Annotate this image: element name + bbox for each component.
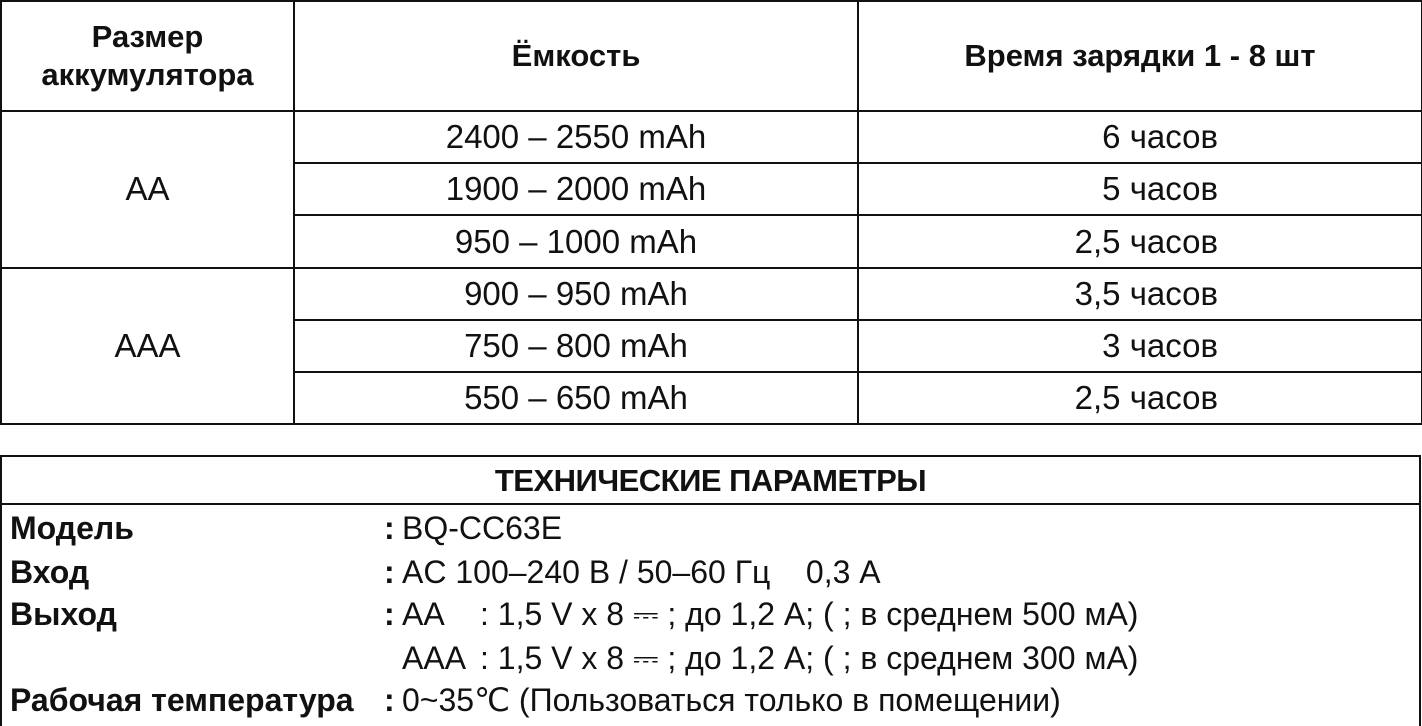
charge-time-cell: 6 часов xyxy=(858,111,1422,163)
spec-colon: : xyxy=(384,554,395,590)
spec-colon: : xyxy=(384,596,395,632)
header-battery-size xyxy=(1,1,294,111)
header-charge-time: Время зарядки 1 - 8 шт xyxy=(858,1,1422,111)
charge-time-cell: 2,5 часов xyxy=(858,372,1422,424)
capacity-cell: 750 – 800 mAh xyxy=(294,320,858,372)
spec-output-aaa-value: : 1,5 V x 8 ⎓ ; до 1,2 А; ( ; в среднем 300 мА) xyxy=(480,640,1139,676)
specs-title: ТЕХНИЧЕСКИЕ ПАРАМЕТРЫ xyxy=(2,457,1419,505)
capacity-cell: 1900 – 2000 mAh xyxy=(294,163,858,215)
spec-colon: : xyxy=(384,682,395,718)
capacity-cell: 550 – 650 mAh xyxy=(294,372,858,424)
charge-time-cell: 3,5 часов xyxy=(858,268,1422,320)
spec-output-aa-value: : 1,5 V x 8 ⎓ ; до 1,2 А; ( ; в среднем 500 мА) xyxy=(480,596,1139,632)
charge-time-cell: 5 часов xyxy=(858,163,1422,215)
technical-specs xyxy=(0,455,1421,726)
spec-temperature-value: 0~35℃ (Пользоваться только в помещении) xyxy=(402,682,1061,718)
table-row xyxy=(1,111,1422,163)
table-header-row xyxy=(1,1,1422,111)
spec-output-label: Выход xyxy=(10,596,117,632)
header-battery-size-line2: аккумулятора xyxy=(41,57,254,93)
table-row xyxy=(1,268,1422,320)
spec-input-value: AC 100–240 В / 50–60 Гц 0,3 А xyxy=(402,554,881,590)
header-capacity: Ёмкость xyxy=(294,1,858,111)
capacity-cell: 950 – 1000 mAh xyxy=(294,215,858,267)
spec-output-aa-prefix: AA xyxy=(402,596,445,632)
battery-size-aaa: AAA xyxy=(1,268,294,424)
battery-size-aa: AA xyxy=(1,111,294,267)
capacity-cell: 900 – 950 mAh xyxy=(294,268,858,320)
charge-time-cell: 2,5 часов xyxy=(858,215,1422,267)
charge-time-cell: 3 часов xyxy=(858,320,1422,372)
spec-colon: : xyxy=(384,510,395,546)
spec-output-aaa-prefix: AAA xyxy=(402,640,467,676)
capacity-cell: 2400 – 2550 mAh xyxy=(294,111,858,163)
spec-model-label: Модель xyxy=(10,510,134,546)
spec-model-value: BQ-CC63E xyxy=(402,510,563,546)
spec-input-label: Вход xyxy=(10,554,90,590)
header-battery-size-line1: Размер xyxy=(91,19,204,55)
spec-temperature-label: Рабочая температура xyxy=(10,682,354,718)
